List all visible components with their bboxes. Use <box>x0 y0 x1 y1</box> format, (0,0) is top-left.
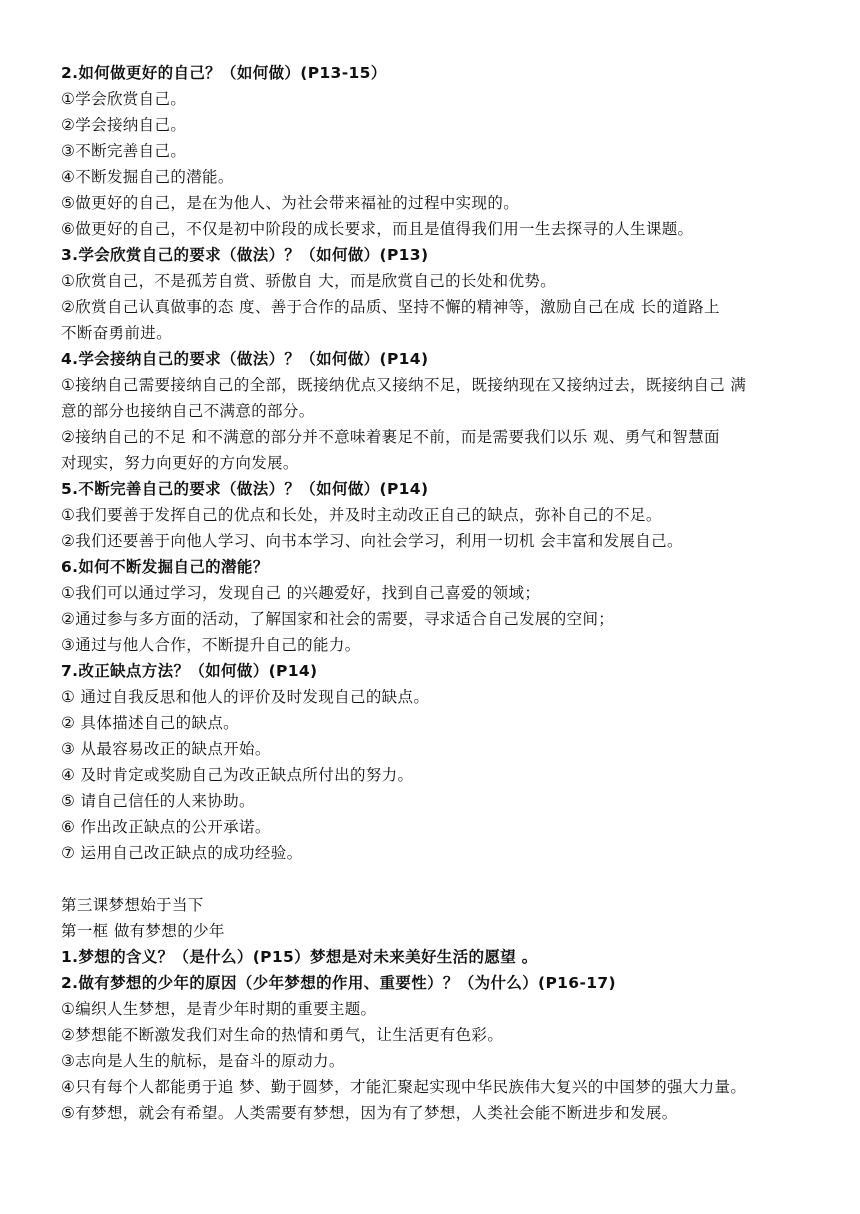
text-line: ③志向是人生的航标，是奋斗的原动力。 <box>61 1052 345 1070</box>
document-page <box>61 60 811 1126</box>
section-heading: 6.如何不断发掘自己的潜能？ <box>61 558 269 576</box>
blank-line <box>61 866 811 892</box>
text-line: ②接纳自己的不足 和不满意的部分并不意味着裹足不前，而是需要我们以乐 观、勇气和智慧面 <box>61 428 720 446</box>
text-line: ⑦ 运用自己改正缺点的成功经验。 <box>61 844 303 862</box>
text-line: ②梦想能不断激发我们对生命的热情和勇气，让生活更有色彩。 <box>61 1026 504 1044</box>
section-heading: 2.如何做更好的自己？（如何做）(P13-15） <box>61 64 387 82</box>
text-line: ⑥ 作出改正缺点的公开承诺。 <box>61 818 271 836</box>
text-line: ④只有每个人都能勇于追 梦、勤于圆梦，才能汇聚起实现中华民族伟大复兴的中国梦的强大力量。 <box>61 1078 747 1096</box>
text-line: ⑥做更好的自己，不仅是初中阶段的成长要求，而且是值得我们用一生去探寻的人生课题。 <box>61 220 694 238</box>
text-line: ③通过与他人合作，不断提升自己的能力。 <box>61 636 361 654</box>
text-line: ③ 从最容易改正的缺点开始。 <box>61 740 271 758</box>
text-line: 第三课梦想始于当下 <box>61 896 204 914</box>
text-line: ⑤有梦想，就会有希望。人类需要有梦想，因为有了梦想，人类社会能不断进步和发展。 <box>61 1104 678 1122</box>
section-heading: 2.做有梦想的少年的原因（少年梦想的作用、重要性）？（为什么）(P16-17) <box>61 974 616 992</box>
text-line: ① 通过自我反思和他人的评价及时发现自己的缺点。 <box>61 688 430 706</box>
text-line: 对现实，努力向更好的方向发展。 <box>61 454 299 472</box>
section-heading: 7.改正缺点方法？（如何做）(P14) <box>61 662 318 680</box>
text-line: ④不断发掘自己的潜能。 <box>61 168 234 186</box>
text-line: ③不断完善自己。 <box>61 142 187 160</box>
text-line: ⑤ 请自己信任的人来协助。 <box>61 792 255 810</box>
text-line: ①我们要善于发挥自己的优点和长处，并及时主动改正自己的缺点，弥补自己的不足。 <box>61 506 662 524</box>
text-line: 第一框 做有梦想的少年 <box>61 922 225 940</box>
section-heading: 1.梦想的含义？（是什么）(P15）梦想是对未来美好生活的愿望 。 <box>61 948 538 966</box>
text-line: ②学会接纳自己。 <box>61 116 187 134</box>
text-line: ②我们还要善于向他人学习、向书本学习、向社会学习，利用一切机 会丰富和发展自己。 <box>61 532 683 550</box>
text-line: ④ 及时肯定或奖励自己为改正缺点所付出的努力。 <box>61 766 414 784</box>
text-line: ①接纳自己需要接纳自己的全部，既接纳优点又接纳不足，既接纳现在又接纳过去，既接纳自己 满 <box>61 376 747 394</box>
text-line: 不断奋勇前进。 <box>61 324 172 342</box>
section-heading: 3.学会欣赏自己的要求（做法）？（如何做）(P13) <box>61 246 429 264</box>
text-line: ①编织人生梦想，是青少年时期的重要主题。 <box>61 1000 377 1018</box>
text-line: ②通过参与多方面的活动，了解国家和社会的需要，寻求适合自己发展的空间； <box>61 610 615 628</box>
text-line: ⑤做更好的自己，是在为他人、为社会带来福祉的过程中实现的。 <box>61 194 520 212</box>
text-line: 意的部分也接纳自己不满意的部分。 <box>61 402 315 420</box>
text-line: ②欣赏自己认真做事的态 度、善于合作的品质、坚持不懈的精神等，激励自己在成 长的道路上 <box>61 298 720 316</box>
text-line: ② 具体描述自己的缺点。 <box>61 714 240 732</box>
section-heading: 5.不断完善自己的要求（做法）？（如何做）(P14) <box>61 480 429 498</box>
text-line: ①欣赏自己，不是孤芳自赏、骄傲自 大，而是欣赏自己的长处和优势。 <box>61 272 557 290</box>
text-line: ①我们可以通过学习，发现自己 的兴趣爱好，找到自己喜爱的领域； <box>61 584 541 602</box>
section-heading: 4.学会接纳自己的要求（做法）？（如何做）(P14) <box>61 350 429 368</box>
text-line: ①学会欣赏自己。 <box>61 90 187 108</box>
